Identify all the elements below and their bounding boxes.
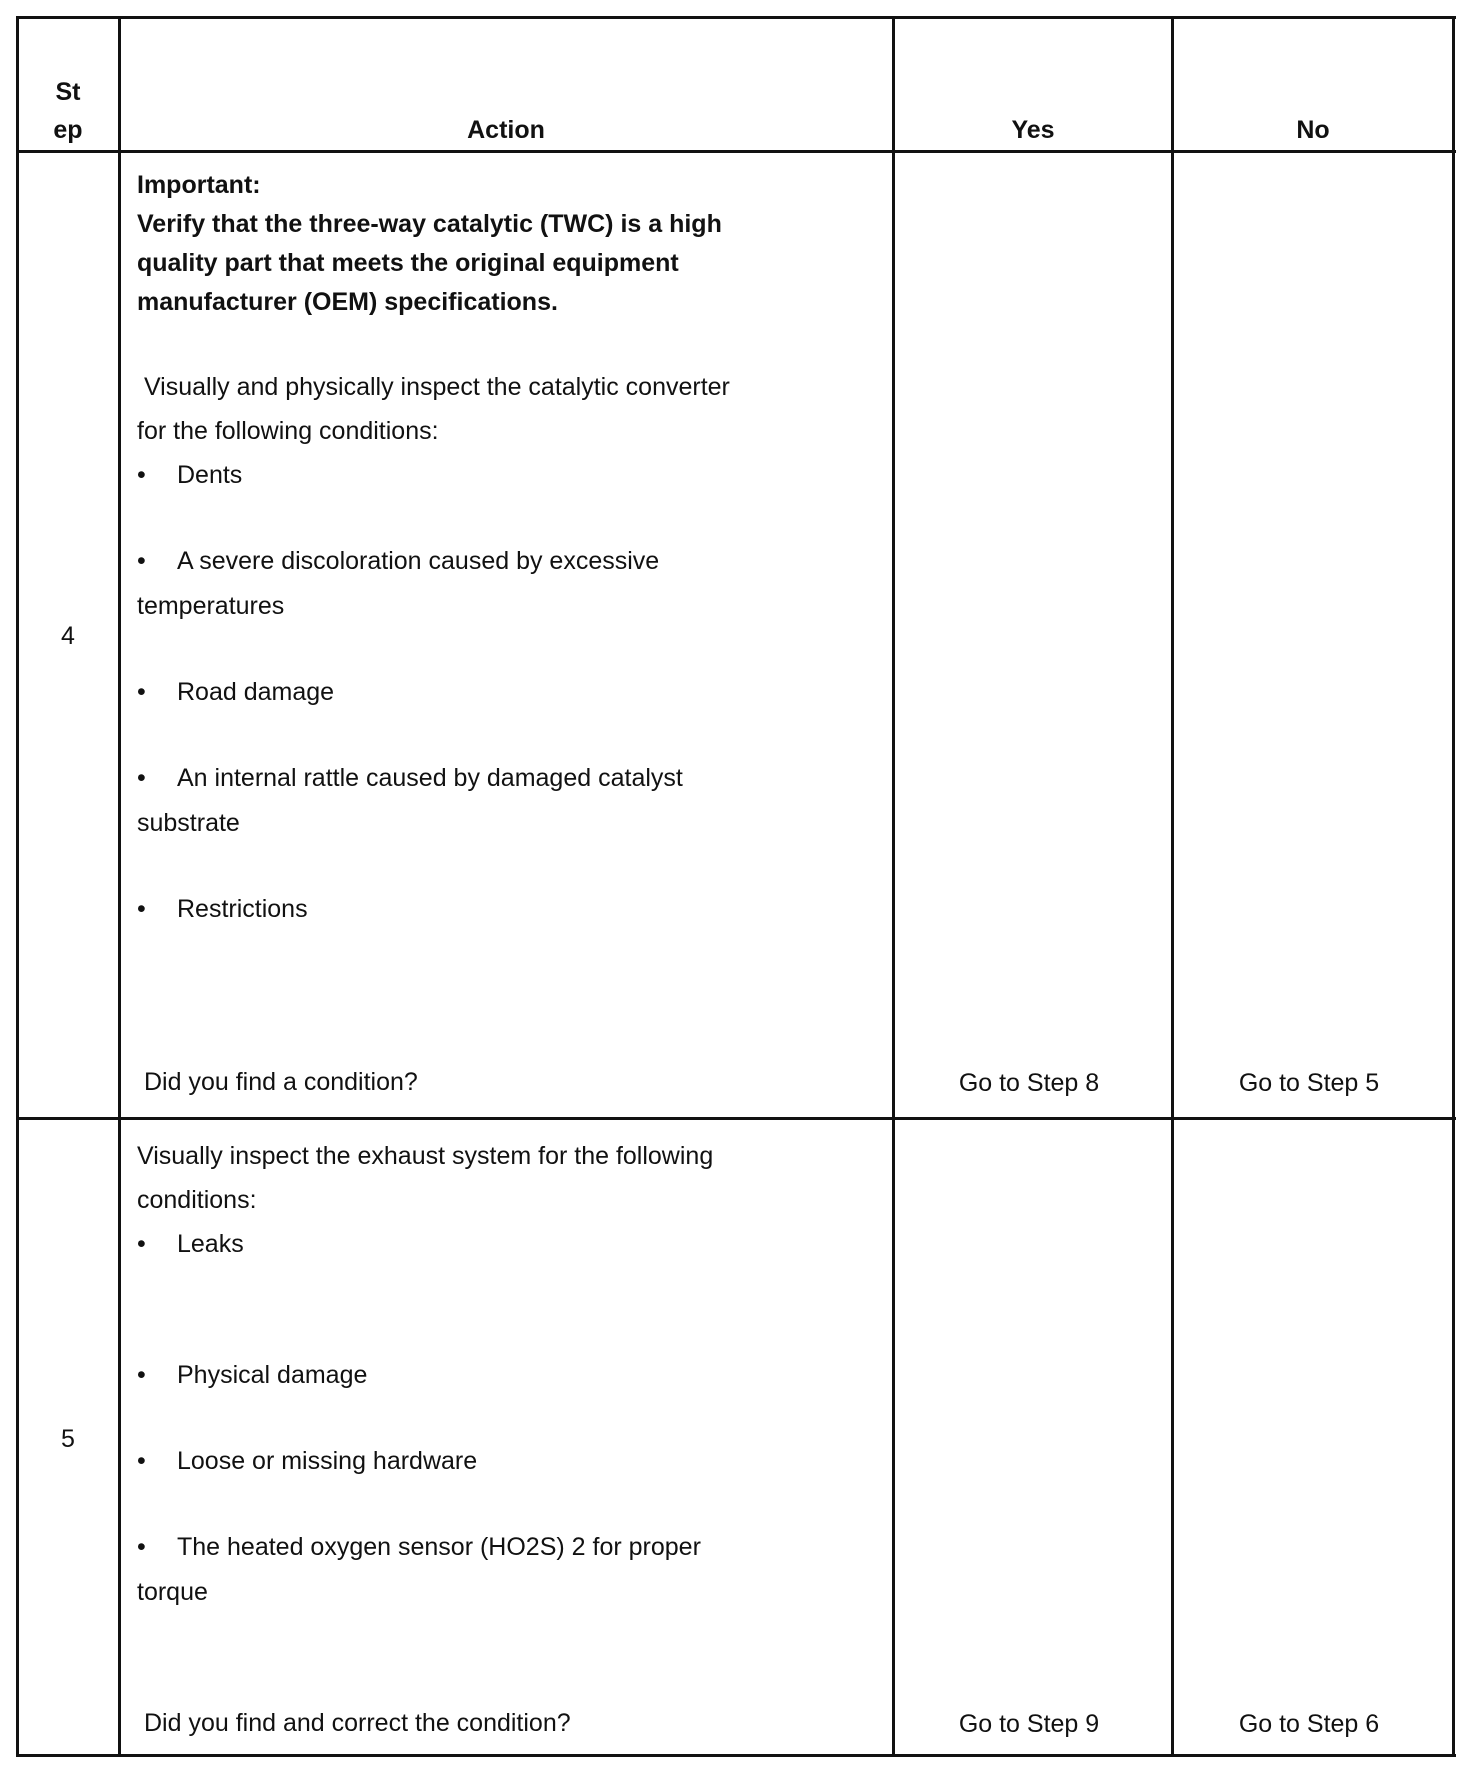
yes-no-divider [1171,16,1174,1757]
bullet-text: An internal rattle caused by damaged catalyst [177,764,683,792]
row4-intro-line2: for the following conditions: [137,417,439,445]
bullet-glyph: • [137,1361,146,1389]
bullet-glyph: • [137,461,146,489]
row5-intro-line2: conditions: [137,1186,257,1214]
header-bottom-border [16,150,1456,153]
header-step-line2: ep [53,116,83,144]
row5-bottom-border [16,1754,1456,1757]
bullet-glyph: • [137,678,146,706]
bullet-text: Leaks [177,1230,244,1258]
table-top-border [16,16,1456,19]
bullet-text: Road damage [177,678,335,706]
row5-question: Did you find and correct the condition? [144,1709,571,1737]
table-right-border [1452,16,1455,1757]
bullet-glyph: • [137,1447,146,1475]
row4-step-number: 4 [61,622,75,650]
row4-bullet-2 [137,539,659,583]
bullet-glyph: • [137,764,146,792]
row5-bullet-3 [137,1439,477,1483]
row4-no-result: Go to Step 5 [1238,1069,1380,1097]
header-action: Action [467,116,545,144]
diagnostic-table [16,16,1456,1756]
bullet-text: Restrictions [177,895,308,923]
row4-intro-line1: Visually and physically inspect the catalytic converter [137,373,730,401]
row4-important-line3: manufacturer (OEM) specifications. [137,288,558,316]
bullet-text: Loose or missing hardware [177,1447,478,1475]
bullet-text: The heated oxygen sensor (HO2S) 2 for proper [177,1533,701,1561]
row4-bullet-1 [137,453,242,497]
header-no: No [1296,116,1330,144]
table-left-border [16,16,19,1757]
row4-bottom-border [16,1117,1456,1120]
row4-important-line2: quality part that meets the original equipment [137,249,679,277]
header-step-line1: St [55,78,81,106]
bullet-glyph: • [137,547,146,575]
row5-bullet-2 [137,1353,367,1397]
row4-important-label: Important: [137,171,261,199]
row4-bullet-2-continuation: temperatures [137,592,285,620]
row5-bullet-1 [137,1222,244,1266]
step-action-divider [118,16,121,1757]
row5-intro-line1: Visually inspect the exhaust system for the following [137,1142,714,1170]
row5-step-number: 5 [61,1425,75,1453]
row4-bullet-4-continuation: substrate [137,809,240,837]
row5-no-result: Go to Step 6 [1238,1710,1380,1738]
bullet-glyph: • [137,1230,146,1258]
row4-question: Did you find a condition? [144,1068,418,1096]
header-yes: Yes [1011,116,1055,144]
row4-bullet-5 [137,887,308,931]
row4-bullet-3 [137,670,334,714]
bullet-text: A severe discoloration caused by excessive [177,547,660,575]
row4-yes-result: Go to Step 8 [958,1069,1100,1097]
bullet-glyph: • [137,1533,146,1561]
row5-yes-result: Go to Step 9 [958,1710,1100,1738]
bullet-glyph: • [137,895,146,923]
action-yes-divider [892,16,895,1757]
header-step [16,73,120,149]
bullet-text: Dents [177,461,243,489]
bullet-text: Physical damage [177,1361,368,1389]
row4-important-line1: Verify that the three-way catalytic (TWC) is a high [137,210,722,238]
row4-bullet-4 [137,756,683,800]
row5-bullet-4 [137,1525,701,1569]
row5-bullet-4-continuation: torque [137,1578,208,1606]
